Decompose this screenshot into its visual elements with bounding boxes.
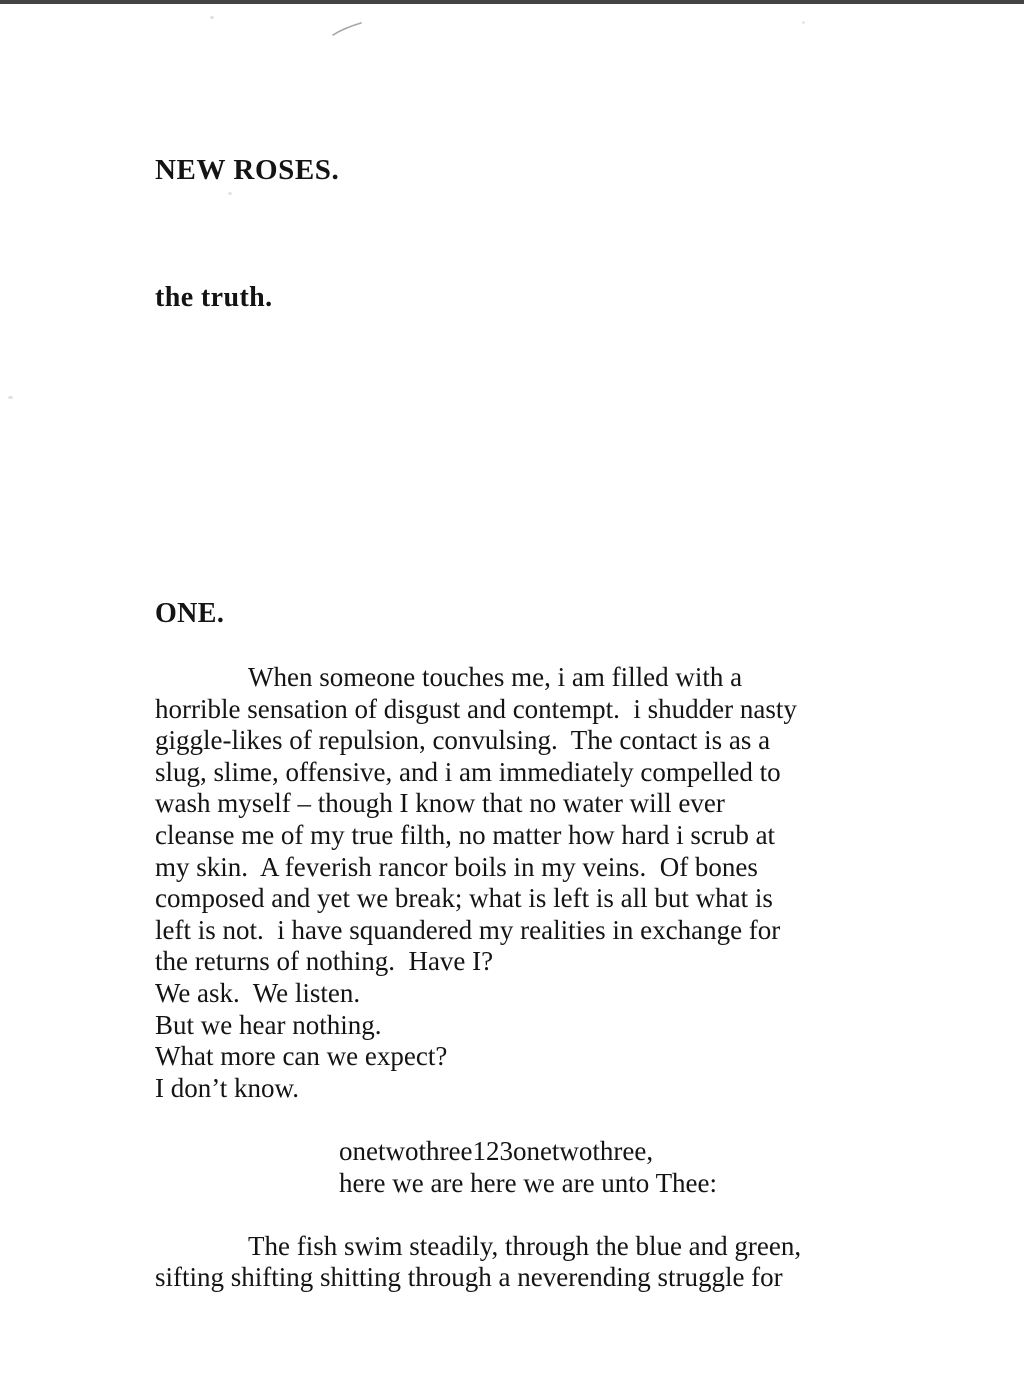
blank-line <box>155 1199 915 1231</box>
chant-line: onetwothree123onetwothree, <box>339 1135 654 1166</box>
text-line: cleanse me of my true filth, no matter how hard i scrub at <box>155 819 776 850</box>
scan-speck <box>228 192 232 195</box>
text-line: giggle-likes of repulsion, convulsing. The contact is as a <box>155 725 771 756</box>
document-title: NEW ROSES. <box>155 154 340 186</box>
pencil-slash-mark <box>330 20 366 40</box>
text-line: the returns of nothing. Have I? <box>155 946 494 977</box>
text-line: horrible sensation of disgust and contempt. i shudder nasty <box>155 693 797 724</box>
text-line: I don’t know. <box>155 1072 299 1103</box>
scan-speck <box>210 16 214 19</box>
text-line: The fish swim steadily, through the blue and green, <box>248 1230 802 1261</box>
text-line: left is not. i have squandered my realities in exchange for <box>155 914 781 945</box>
section-heading: ONE. <box>155 598 225 629</box>
scan-top-edge-artifact <box>0 0 1024 4</box>
body-text-block <box>155 662 915 1294</box>
text-line: sifting shifting shitting through a neverending struggle for <box>155 1262 783 1293</box>
text-line: We ask. We listen. <box>155 977 361 1008</box>
document-subtitle: the truth. <box>155 282 273 313</box>
text-line: wash myself – though I know that no water will ever <box>155 788 725 819</box>
text-line: What more can we expect? <box>155 1041 448 1072</box>
chant-line: here we are here we are unto Thee: <box>339 1167 718 1198</box>
text-line: my skin. A feverish rancor boils in my veins. Of bones <box>155 851 758 882</box>
blank-line <box>155 1104 915 1136</box>
text-line: When someone touches me, i am filled with a <box>248 662 743 692</box>
scan-speck <box>8 396 13 399</box>
scan-speck <box>802 21 805 24</box>
text-line: slug, slime, offensive, and i am immediately compelled to <box>155 756 781 787</box>
text-line: But we hear nothing. <box>155 1009 382 1040</box>
text-line: composed and yet we break; what is left is all but what is <box>155 883 773 914</box>
